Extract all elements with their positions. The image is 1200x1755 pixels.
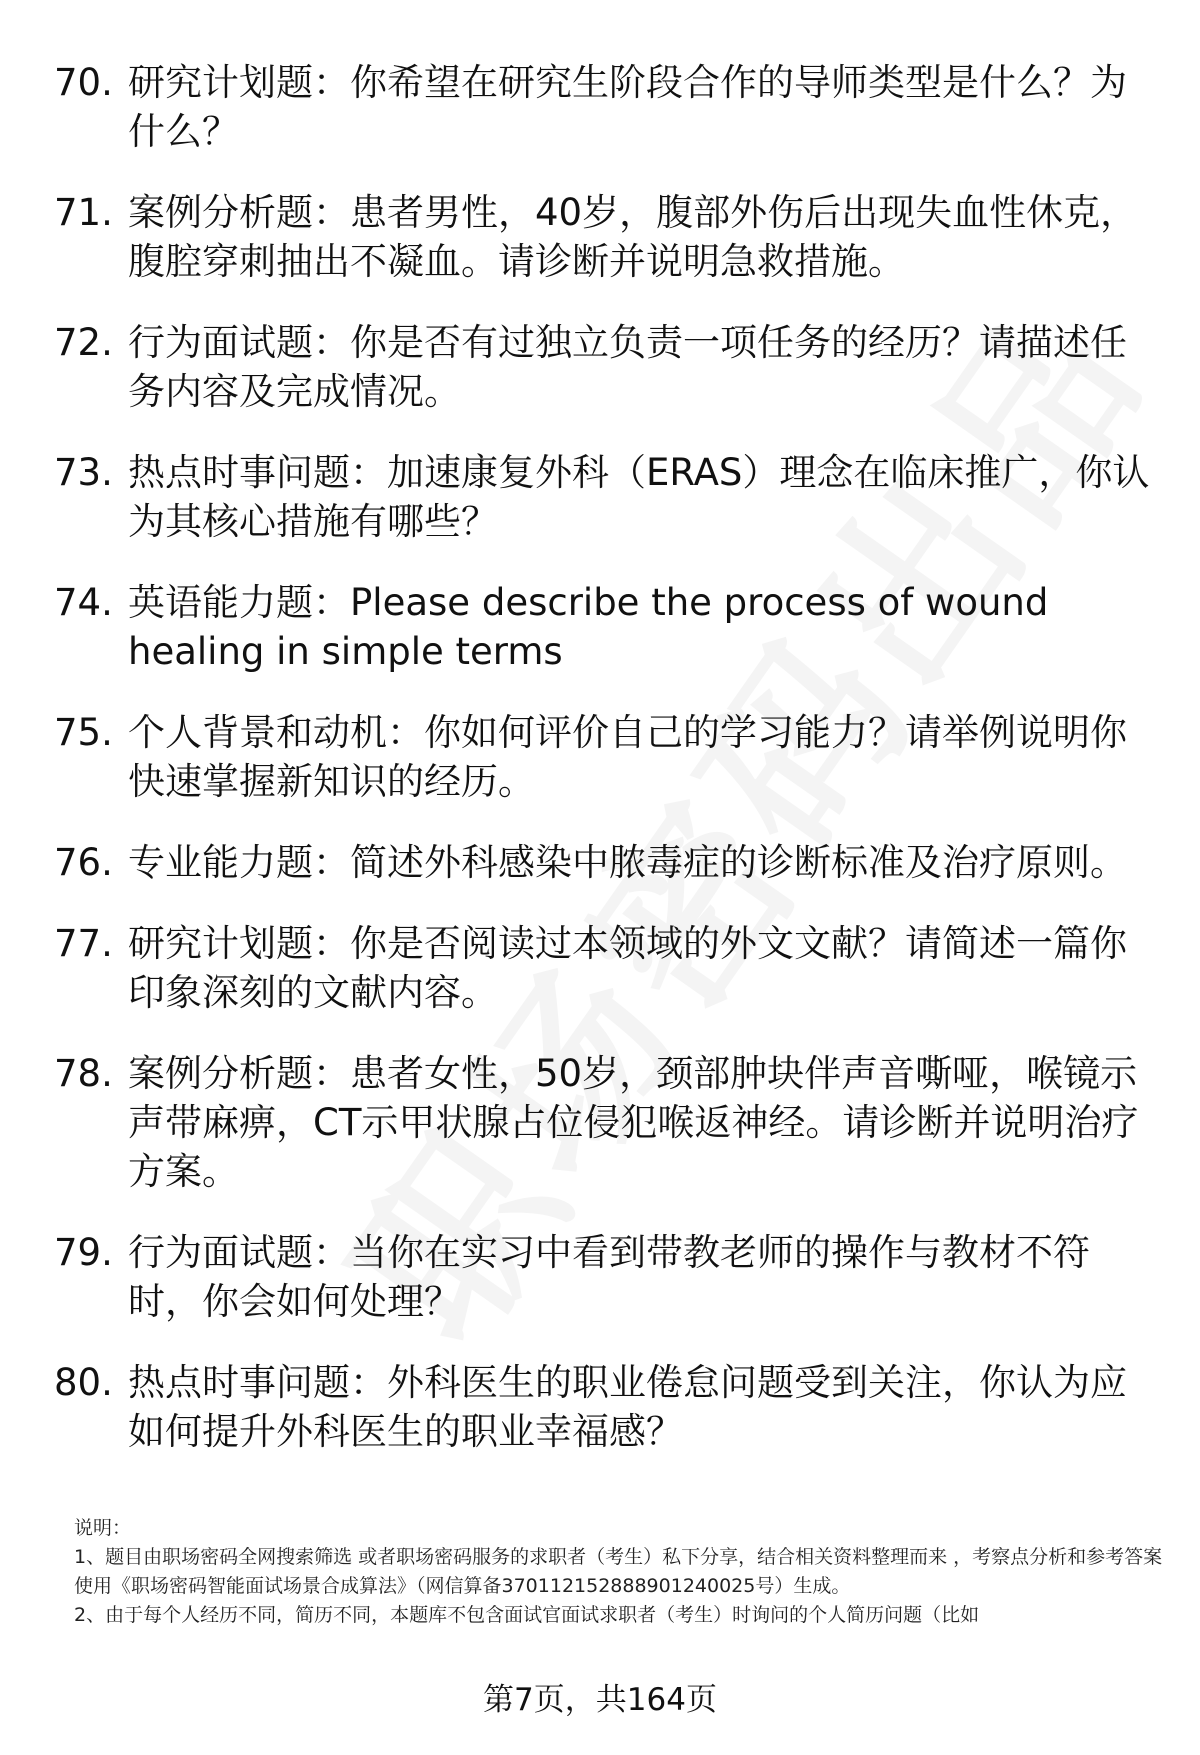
notes-section <box>74 1514 1164 1630</box>
question-text: 案例分析题：患者女性，50岁，颈部肿块伴声音嘶哑，喉镜示声带麻痹，CT示甲状腺占位侵犯喉返神经。请诊断并说明治疗方案。 <box>128 1052 1139 1193</box>
question-number: 76. <box>54 841 113 884</box>
question-text: 行为面试题：当你在实习中看到带教老师的操作与教材不符时，你会如何处理？ <box>128 1231 1090 1323</box>
question-item-79 <box>0 1228 1200 1326</box>
question-text: 案例分析题：患者男性，40岁，腹部外伤后出现失血性休克，腹腔穿刺抽出不凝血。请诊断并说明急救措施。 <box>128 191 1138 283</box>
question-number: 80. <box>54 1361 113 1404</box>
notes-heading: 说明： <box>74 1517 132 1539</box>
question-text: 热点时事问题：外科医生的职业倦怠问题受到关注，你认为应如何提升外科医生的职业幸福感？ <box>128 1361 1127 1453</box>
question-item-76 <box>0 838 1200 887</box>
question-item-78 <box>0 1049 1200 1196</box>
page-number: 第7页，共164页 <box>483 1682 717 1718</box>
question-item-75 <box>0 708 1200 806</box>
question-text: 行为面试题：你是否有过独立负责一项任务的经历？请描述任务内容及完成情况。 <box>128 321 1127 413</box>
question-item-80 <box>0 1358 1200 1456</box>
question-number: 73. <box>54 451 113 494</box>
question-text: 研究计划题：你是否阅读过本领域的外文文献？请简述一篇你印象深刻的文献内容。 <box>128 922 1127 1014</box>
question-number: 70. <box>54 61 113 104</box>
question-text: 热点时事问题：加速康复外科（ERAS）理念在临床推广，你认为其核心措施有哪些？ <box>128 451 1150 543</box>
question-number: 71. <box>54 191 113 234</box>
notes-item-2: 2、由于每个人经历不同，简历不同，本题库不包含面试官面试求职者（考生）时询问的个人简历问题（比如 <box>74 1604 980 1626</box>
question-number: 74. <box>54 581 113 624</box>
question-number: 78. <box>54 1052 113 1095</box>
question-item-71 <box>0 188 1200 286</box>
question-item-74 <box>0 578 1200 676</box>
question-text: 个人背景和动机：你如何评价自己的学习能力？请举例说明你快速掌握新知识的经历。 <box>128 711 1127 803</box>
question-item-77 <box>0 919 1200 1017</box>
question-number: 79. <box>54 1231 113 1274</box>
question-text: 英语能力题：Please describe the process of wound healing in simple terms <box>128 581 1049 673</box>
question-item-73 <box>0 448 1200 546</box>
question-number: 77. <box>54 922 113 965</box>
question-item-72 <box>0 318 1200 416</box>
question-text: 专业能力题：简述外科感染中脓毒症的诊断标准及治疗原则。 <box>128 841 1127 884</box>
question-number: 75. <box>54 711 113 754</box>
question-number: 72. <box>54 321 113 364</box>
notes-item-1: 1、题目由职场密码全网搜索筛选 或者职场密码服务的求职者（考生）私下分享，结合相关资料整理而来 ，考察点分析和参考答案使用《职场密码智能面试场景合成算法》（网信算备370112152888901240025号）生成。 <box>74 1546 1163 1597</box>
question-text: 研究计划题：你希望在研究生阶段合作的导师类型是什么？为什么？ <box>128 61 1127 153</box>
question-list <box>0 58 1200 1488</box>
question-item-70 <box>0 58 1200 156</box>
